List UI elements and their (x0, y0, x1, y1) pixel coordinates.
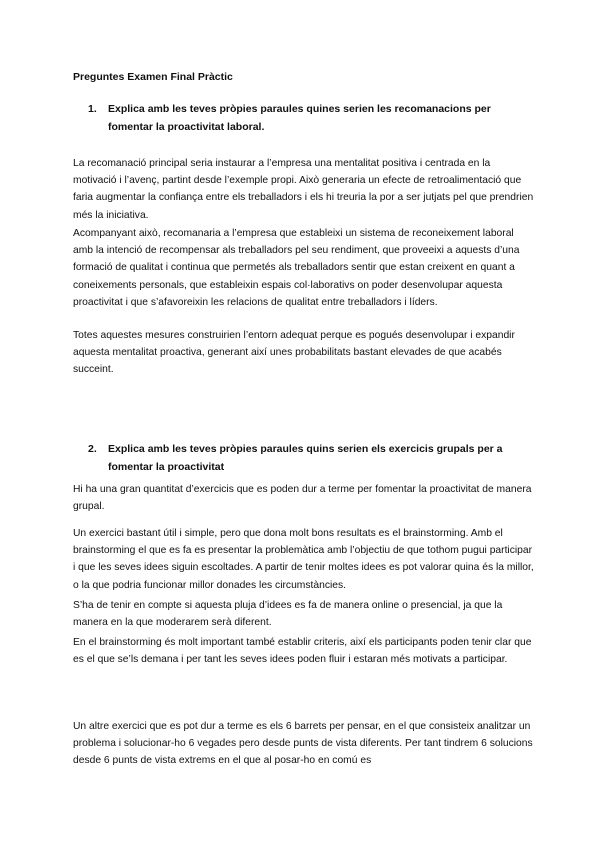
document-title: Preguntes Examen Final Pràctic (73, 71, 233, 83)
q2-paragraph-3: S’ha de tenir en compte si aquesta pluja d’idees es fa de manera online o presencial, ja que la manera en la que moderarem serà diferent. (73, 600, 503, 629)
q1-paragraph-1: La recomanació principal seria instaurar a l’empresa una mentalitat positiva i centrada en la motivació i l’avenç, partint desde l’exemple propi. Això generaria un efecte de retroalimentació que faria augmentar la confiança entre els treballadors i els hi treuria la por a ser jutjats pel que prendrien més la iniciativa. (73, 158, 534, 221)
q2-paragraph-1: Hi ha una gran quantitat d’exercicis que es poden dur a terme per fomentar la proactivitat de manera grupal. (73, 484, 532, 513)
q2-paragraph-5: Un altre exercici que es pot dur a terme es els 6 barrets per pensar, en el que consisteix analitzar un problema i solucionar-ho 6 vegades pero desde punts de vista diferents. Per tant tindrem 6 solucions desde 6 punts de vista extrems en el que al posar-ho en comú es (73, 721, 533, 767)
q1-paragraph-3: Totes aquestes mesures construirien l’entorn adequat perque es pogués desenvolupar i expandir aquesta mentalitat proactiva, generant així unes probabilitats bastant elevades de que acabés succeint. (73, 330, 515, 376)
question-1-text: Explica amb les teves pròpies paraules quines serien les recomanacions per fomentar la proactivitat laboral. (108, 103, 491, 133)
question-1 (88, 100, 528, 136)
q2-paragraph-4: En el brainstorming és molt important també establir criteris, així els participants poden tenir clar que es el que se’ls demana i per tant les seves idees poden fluir i estaran més motivats a participar. (73, 637, 532, 666)
question-2-number: 2. (88, 443, 97, 455)
question-2 (88, 440, 528, 476)
question-2-text: Explica amb les teves pròpies paraules quins serien els exercicis grupals per a fomentar la proactivitat (108, 443, 503, 473)
q1-paragraph-2: Acompanyant això, recomanaria a l’empresa que estableixi un sistema de reconeixement laboral amb la intenció de recompensar als treballadors pel seu rendiment, que proveeixi a aquests d’una formació de qualitat i continua que permetés als treballadors sentir que estan creixent en quant a coneixements personals, que estableixin espais col·laborativs on poder desenvolupar aquesta proactivitat i que s’afavoreixin les relacions de qualitat entre treballadors i líders. (73, 228, 520, 308)
question-1-number: 1. (88, 103, 97, 115)
q2-paragraph-2: Un exercici bastant útil i simple, pero que dona molt bons resultats es el brainstorming. Amb el brainstorming el que es fa es presentar la problemàtica amb l’objectiu de que tothom pugui participar i que les seves idees siguin escoltades. A partir de tenir moltes idees es pot valorar quina és la millor, o la que podria funcionar millor donades les circumstàncies. (73, 528, 534, 591)
